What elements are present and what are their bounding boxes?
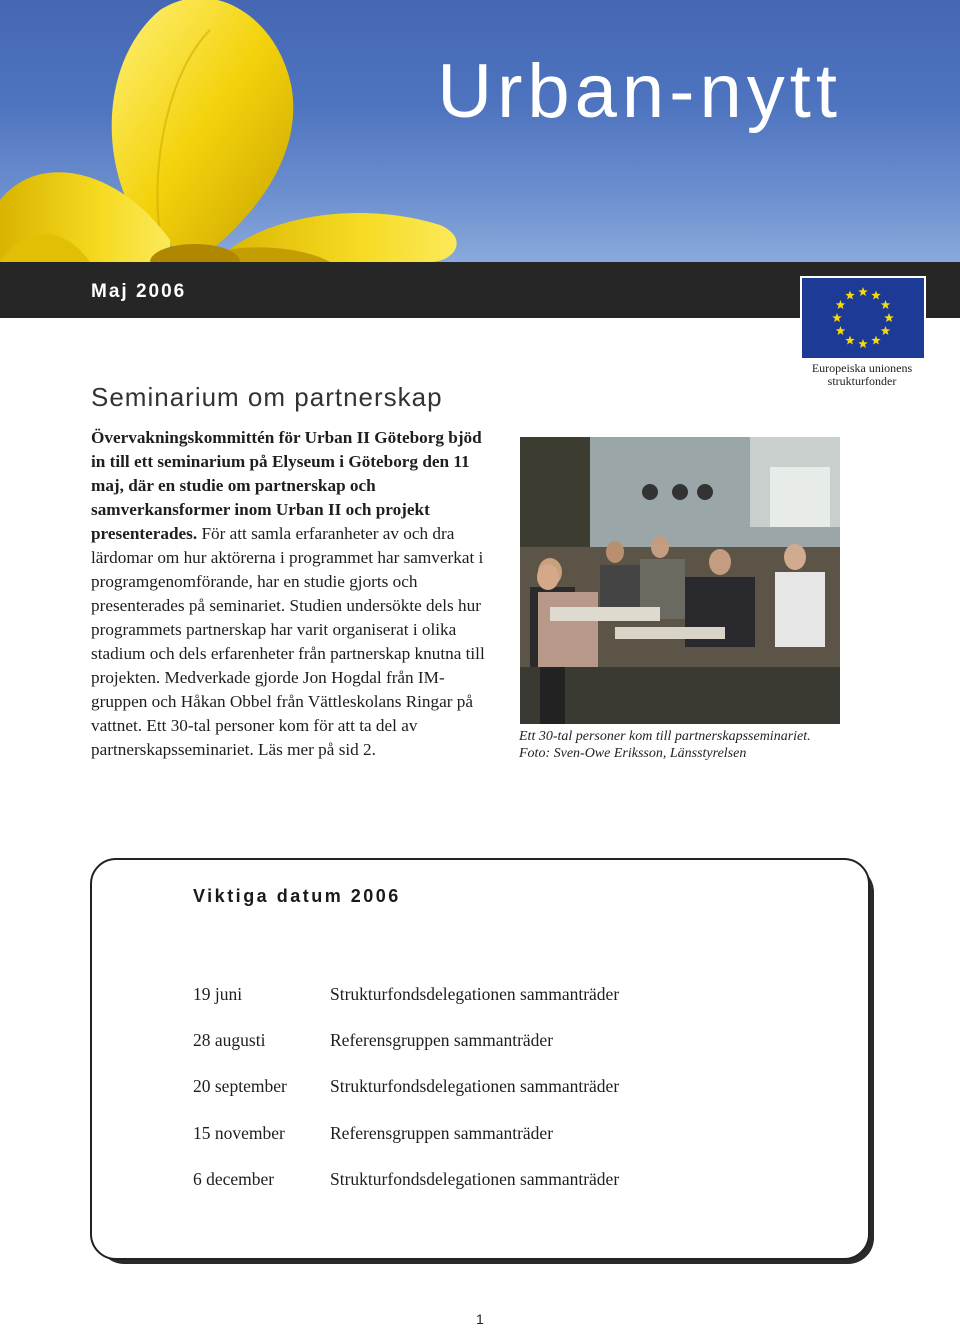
article-text — [91, 426, 486, 762]
date-row-date: 6 december — [193, 1169, 275, 1189]
photo-caption-line1: Ett 30-tal personer kom till partnerskapsseminariet. — [519, 729, 811, 744]
eu-caption-line2: strukturfonder — [827, 374, 897, 388]
eu-logo — [800, 276, 926, 360]
article-body: För att samla erfaranheter av och dra lärdomar om hur aktörerna i programmet har samverkat i programgenomförande, har en studie gjorts och presenterades på seminariet. Studien undersökte dels hur programmets partnerskap har varit organiserat i olika stadium och dels erfarenheter från partnerskap knutna till projekten. Medverkade gjorde Jon Hogdal från IM-gruppen och Håkan Obbel från Vättleskolans Ringar på vattnet. Ett 30-tal personer kom för att ta del av partnerskapsseminariet. Läs mer på sid 2. — [91, 524, 485, 759]
eu-star-icon — [881, 300, 891, 309]
eu-flag-icon — [802, 278, 924, 358]
date-row-event: Referensgruppen sammanträder — [330, 1123, 554, 1143]
eu-star-icon — [871, 290, 881, 299]
article-lead: Övervakningskommittén för Urban II Göteborg bjöd in till ett seminarium på Elyseum i Göteborg den 11 maj, där en studie om partnerskap och samverkansformer inom Urban II och projekt presenterades. — [91, 428, 482, 543]
article-heading: Seminarium om partnerskap — [91, 382, 443, 412]
issue-date: Maj 2006 — [91, 281, 187, 302]
date-row-event: Strukturfondsdelegationen sammanträder — [330, 984, 620, 1004]
date-row-date: 28 augusti — [193, 1030, 266, 1050]
date-row-date: 20 september — [193, 1076, 287, 1096]
dates-box — [90, 858, 870, 1260]
photo-credit: Foto: Sven-Owe Eriksson, Länsstyrelsen — [519, 746, 747, 761]
eu-star-icon — [836, 300, 846, 309]
eu-caption-line1: Europeiska unionens — [811, 361, 913, 375]
date-row-event: Referensgruppen sammanträder — [330, 1030, 554, 1050]
eu-caption — [792, 362, 932, 388]
seminar-photo — [520, 437, 840, 724]
page-number: 1 — [476, 1311, 484, 1327]
header-banner — [0, 0, 960, 262]
date-row-event: Strukturfondsdelegationen sammanträder — [330, 1076, 620, 1096]
date-row-event: Strukturfondsdelegationen sammanträder — [330, 1169, 620, 1189]
date-row-date: 15 november — [193, 1123, 285, 1143]
eu-star-icon — [884, 313, 894, 322]
eu-star-icon — [881, 326, 891, 335]
eu-star-icon — [858, 339, 868, 348]
newsletter-title: Urban-nytt — [437, 49, 842, 134]
eu-star-icon — [858, 287, 868, 296]
seminar-photo-image — [520, 437, 840, 724]
eu-star-icon — [832, 313, 842, 322]
eu-star-icon — [845, 290, 855, 299]
eu-star-icon — [871, 336, 881, 345]
photo-caption — [519, 728, 879, 762]
eu-star-icon — [845, 336, 855, 345]
date-row-date: 19 juni — [193, 984, 243, 1004]
dates-box-title: Viktiga datum 2006 — [193, 886, 401, 906]
eu-star-icon — [836, 326, 846, 335]
